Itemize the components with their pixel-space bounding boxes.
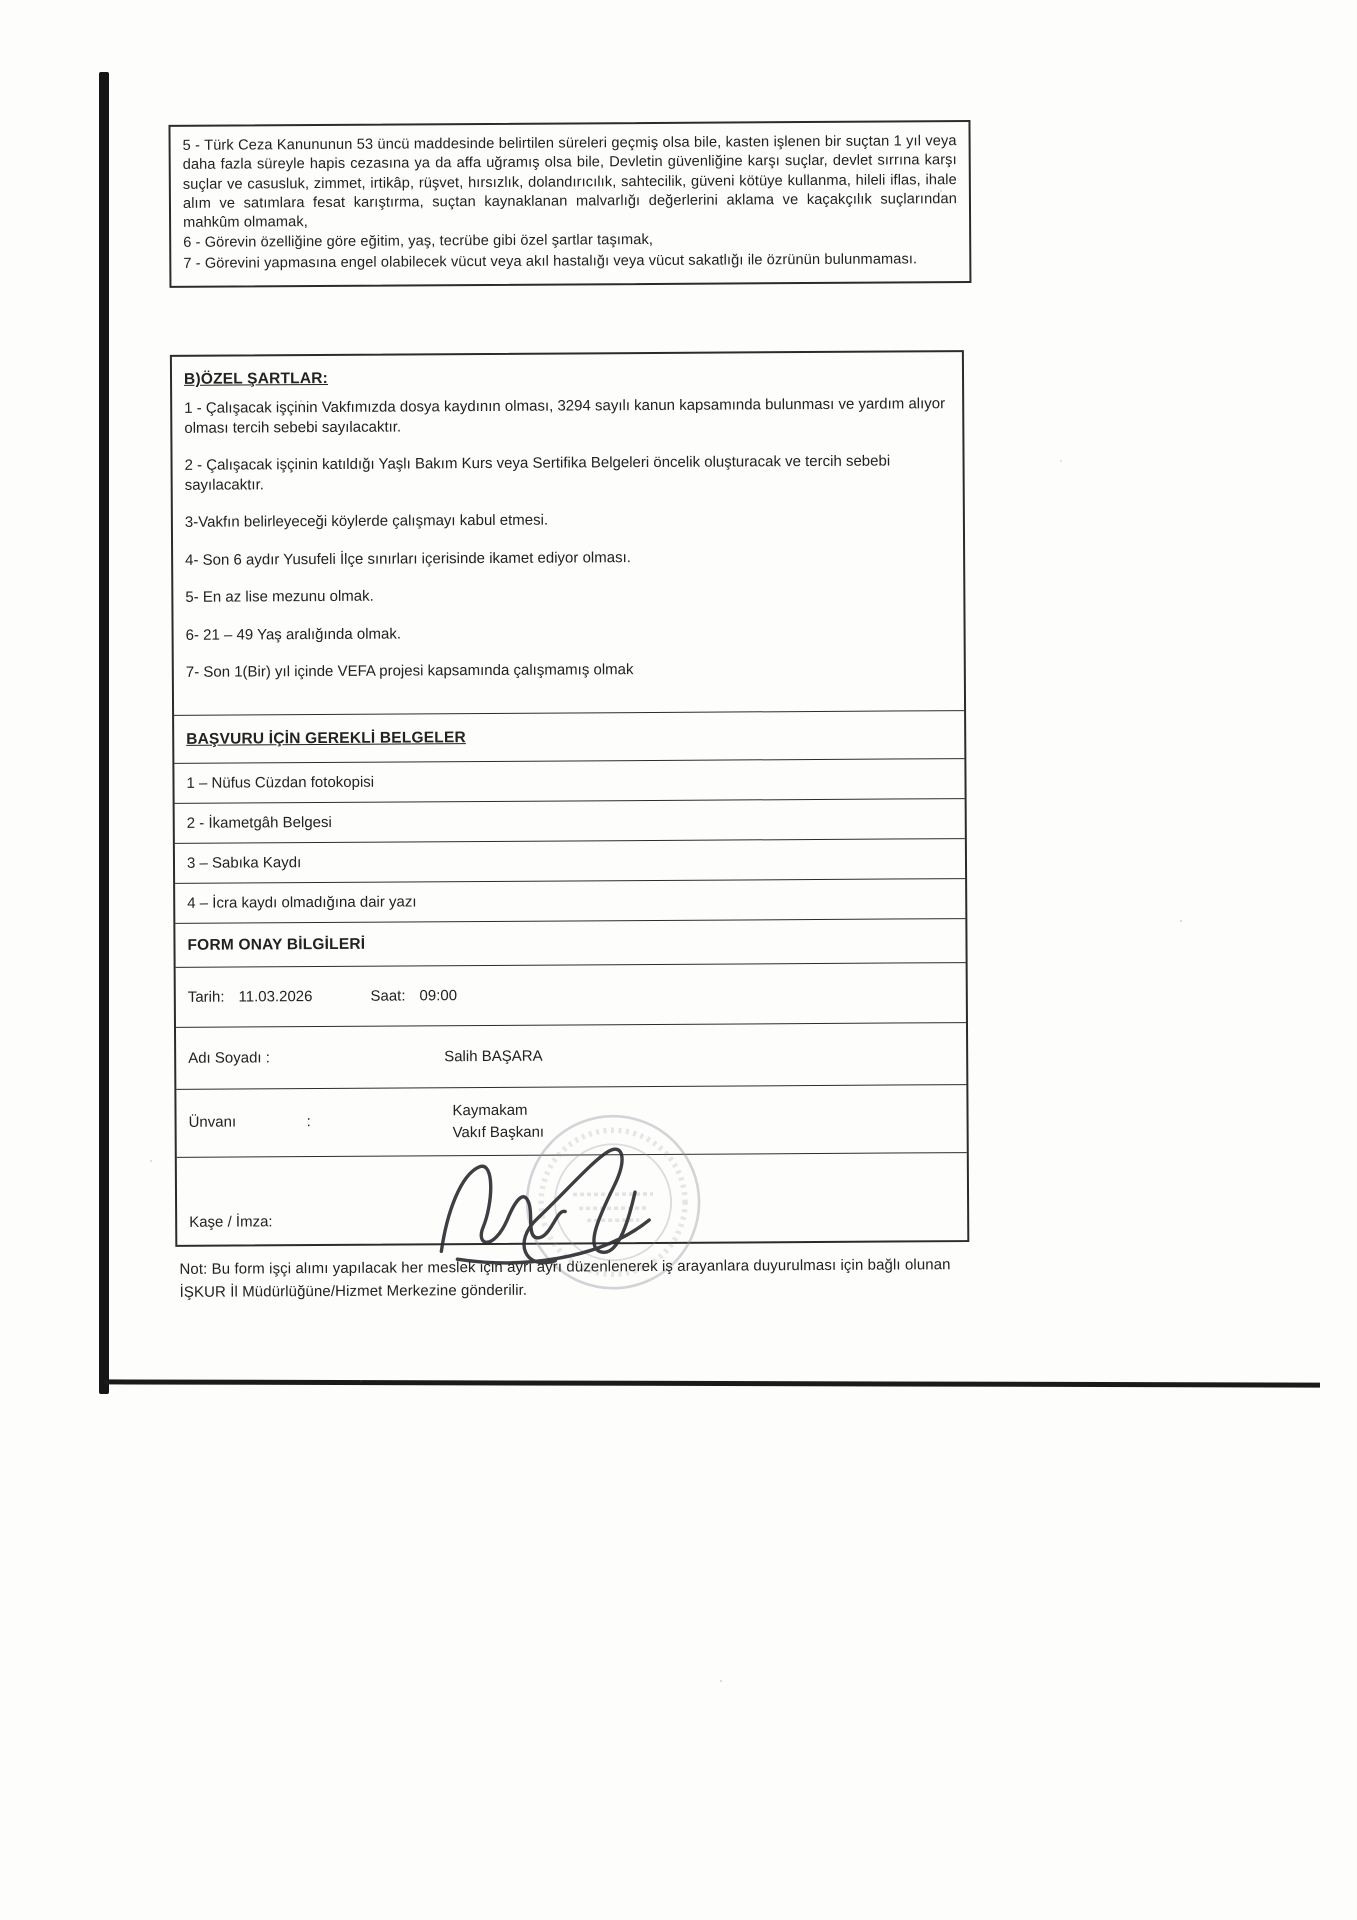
special-condition-item: 2 - Çalışacak işçinin katıldığı Yaşlı Bakım Kurs veya Sertifika Belgeleri öncelik oluşturacak ve tercih sebebi sayılacaktır.: [184, 452, 891, 494]
footer-note: Not: Bu form işçi alımı yapılacak her meslek için ayrı ayrı düzenlenerek iş arayanlara duyurulması için bağlı olunan İŞKUR İl Müdürlüğüne/Hizmet Merkezine gönderilir.: [179, 1256, 951, 1301]
special-condition-item: 4- Son 6 aydır Yusufeli İlçe sınırları içerisinde ikamet ediyor olması.: [185, 548, 631, 569]
name-value: Salih BAŞARA: [444, 1047, 543, 1066]
stamp-label: Kaşe / İmza:: [189, 1213, 273, 1231]
general-condition-item-5: 5 - Türk Ceza Kanununun 53 üncü maddesinde belirtilen süreleri geçmiş olsa bile, kasten işlenen bir suçtan 1 yıl veya daha fazla süreyle hapis cezasına ya da affa uğramış olsa bile, Devletin güvenliğine karşı suçlar, devlet sırrına karşı suçlar ve casusluk, zimmet, irtikâp, rüşvet, hırsızlık, dolandırıcılık, sahtecilik, güveni kötüye kullanma, hileli iflas, ihale alım ve satımlara fesat karıştırma, suçtan kaynaklanan malvarlığı değerlerini aklama ve kaçakçılık suçlarından mahkûm olmamak,: [182, 133, 957, 231]
title-value-line2: Vakıf Başkanı: [452, 1123, 545, 1141]
document-row: [175, 878, 965, 923]
approver-name-row: [176, 1022, 966, 1089]
general-condition-item-6: 6 - Görevin özelliğine göre eğitim, yaş, tecrübe gibi özel şartlar taşımak,: [183, 232, 654, 252]
form-approval-header-row: [175, 918, 965, 967]
title-label: Ünvanı: [188, 1113, 237, 1131]
document-row: [174, 758, 964, 803]
date-value: 11.03.2026: [238, 988, 313, 1006]
date-label: Tarih:: [187, 988, 225, 1006]
title-separator: :: [306, 1113, 311, 1131]
title-value: [452, 1100, 544, 1144]
special-condition-item: 1 - Çalışacak işçinin Vakfımızda dosya kaydının olması, 3294 sayılı kanun kapsamında bulunması ve yardım alıyor olması tercih sebebi sayılacaktır.: [184, 395, 946, 437]
time-label: Saat:: [370, 987, 406, 1005]
required-documents-title: BAŞVURU İÇİN GEREKLİ BELGELER: [186, 728, 466, 748]
approver-title-row: [176, 1084, 966, 1157]
special-condition-item: 7- Son 1(Bir) yıl içinde VEFA projesi kapsamında çalışmamış olmak: [185, 661, 634, 681]
document-item-label: 3 – Sabıka Kaydı: [186, 854, 302, 872]
form-table: [170, 350, 969, 1247]
general-condition-item-7: 7 - Görevini yapmasına engel olabilecek vücut veya akıl hastalığı veya vücut sakatlığı ile özrünün bulunmaması.: [183, 250, 918, 272]
special-conditions-title: B)ÖZEL ŞARTLAR:: [183, 369, 329, 388]
required-documents-header-row: [174, 710, 964, 763]
title-value-line1: Kaymakam: [452, 1101, 528, 1120]
document-item-label: 4 – İcra kaydı olmadığına dair yazı: [187, 893, 417, 912]
general-conditions-box: [168, 120, 971, 288]
time-value: 09:00: [419, 987, 458, 1005]
special-condition-item: 6- 21 – 49 Yaş aralığında olmak.: [185, 625, 402, 644]
special-condition-item: 5- En az lise mezunu olmak.: [185, 587, 374, 606]
document-item-label: 1 – Nüfus Cüzdan fotokopisi: [186, 773, 375, 792]
document-item-label: 2 - İkametgâh Belgesi: [186, 813, 332, 832]
special-conditions-section: [172, 352, 964, 715]
date-time-row: [176, 962, 966, 1027]
name-label: Adı Soyadı :: [188, 1049, 270, 1067]
stamp-signature-row: [177, 1152, 968, 1245]
document-row: [175, 838, 965, 883]
special-condition-item: 3-Vakfın belirleyeceği köylerde çalışmayı kabul etmesi.: [184, 511, 549, 531]
form-approval-title: FORM ONAY BİLGİLERİ: [187, 935, 366, 954]
document-row: [175, 798, 965, 843]
